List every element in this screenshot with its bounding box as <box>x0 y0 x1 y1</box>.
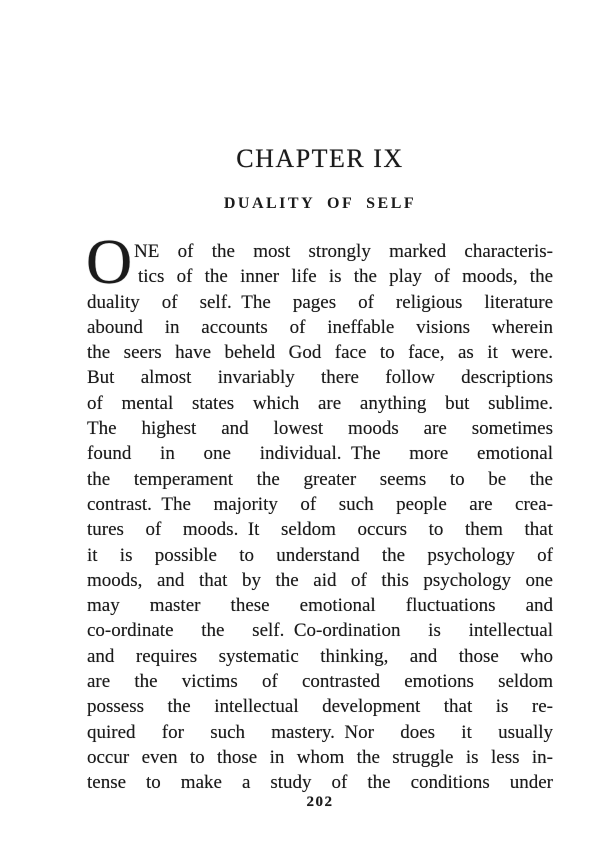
text-line: tures of moods. It seldom occurs to them that <box>87 519 553 541</box>
text-line: duality of self. The pages of religious literature <box>87 291 553 313</box>
text-line: possess the intellectual development that is re- <box>87 696 553 718</box>
text-line: are the victims of contrasted emotions seldom <box>87 671 553 693</box>
chapter-heading: CHAPTER IX <box>236 144 404 173</box>
text-line: tense to make a study of the conditions under <box>87 772 553 794</box>
text-line: found in one individual. The more emotional <box>87 443 553 465</box>
text-line: it is possible to understand the psychology of <box>87 544 553 566</box>
text-line: and requires systematic thinking, and those who <box>87 645 553 667</box>
text-line: of mental states which are anything but sublime. <box>87 392 553 414</box>
text-line: moods, and that by the aid of this psychology one <box>87 569 553 591</box>
section-heading: DUALITY OF SELF <box>223 195 417 212</box>
paragraph <box>86 226 553 796</box>
paragraph-lines <box>87 290 553 796</box>
paragraph-opening <box>86 226 553 297</box>
drop-cap: O <box>86 226 133 297</box>
text-line: the seers have beheld God face to face, as it were. <box>87 342 553 364</box>
opening-line: tics of the inner life is the play of moods, the <box>138 266 553 288</box>
text-line: contrast. The majority of such people are crea- <box>87 493 553 515</box>
text-line: But almost invariably there follow descriptions <box>87 367 553 389</box>
text-line: co-ordinate the self. Co-ordination is intellectual <box>87 620 553 642</box>
text-line: occur even to those in whom the struggle is less in- <box>87 746 553 768</box>
text-column <box>87 0 553 854</box>
text-line: quired for such mastery. Nor does it usually <box>87 721 553 743</box>
text-line: may master these emotional fluctuations and <box>87 595 553 617</box>
opening-line: NE of the most strongly marked characteris- <box>134 241 553 262</box>
page-number: 202 <box>306 794 334 810</box>
text-line: the temperament the greater seems to be the <box>87 468 553 490</box>
text-line: The highest and lowest moods are sometimes <box>87 418 553 440</box>
text-line: abound in accounts of ineffable visions wherein <box>87 316 553 338</box>
